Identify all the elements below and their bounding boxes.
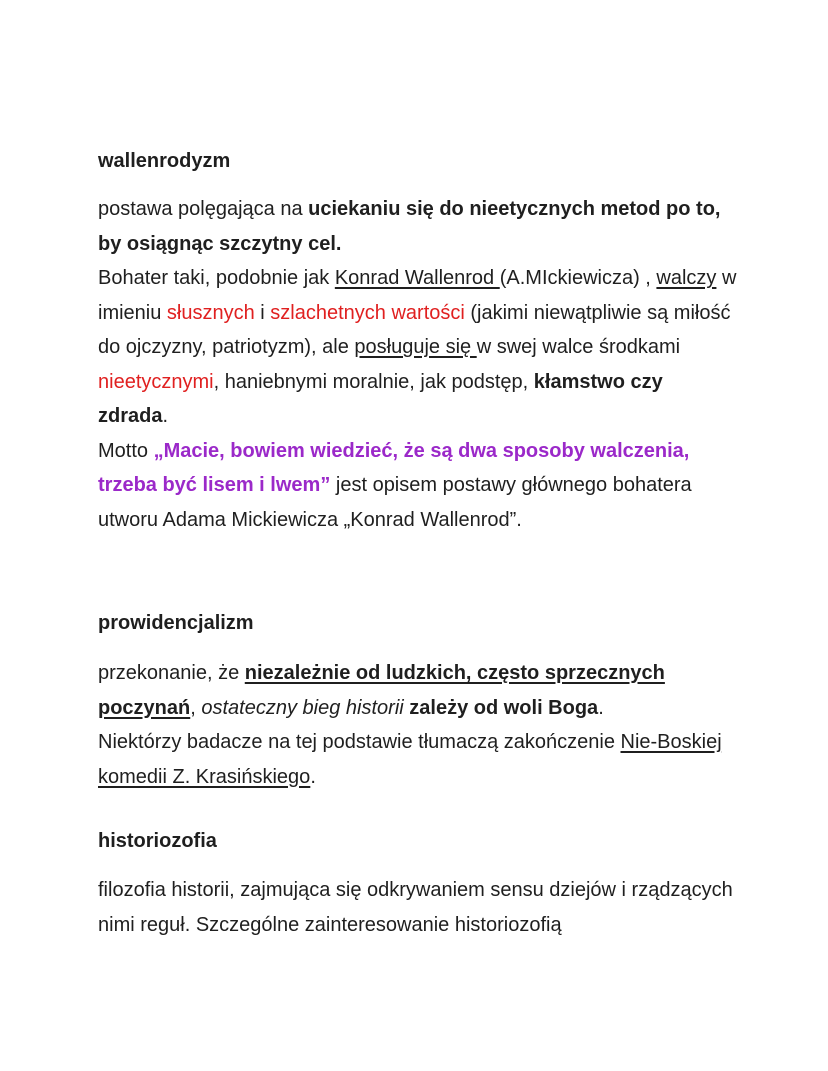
text-span: jest opisem postawy głównego bohatera utworu Adama Mickiewicza „Konrad Wallenrod”. — [98, 474, 692, 531]
text-span: , haniebnymi moralnie, jak podstęp, — [213, 370, 534, 393]
heading-wallenrodyzm: wallenrodyzm — [98, 150, 231, 172]
paragraph-wallenrodyzm — [98, 192, 738, 537]
text-span: postawa polęgająca na — [98, 198, 309, 220]
text-span: Motto — [98, 439, 154, 462]
italic-phrase: ostateczny bieg historii — [201, 696, 404, 719]
paragraph-prowidencjalizm — [98, 656, 738, 794]
paragraph-historiozofia: filozofia historii, zajmująca się odkrywaniem sensu dziejów i rządzących nimi reguł. Szczególne zainteresowanie historiozofią — [98, 879, 733, 936]
bold-klamstwo: kłamstwo czy zdrada — [98, 370, 663, 427]
bold-phrase: zależy od woli Boga — [409, 696, 599, 719]
underlined-posluguje: posługuje się — [354, 336, 477, 358]
text-span: , — [190, 696, 202, 719]
heading-prowidencjalizm: prowidencjalizm — [98, 612, 254, 634]
text-span: w swej walce środkami — [476, 336, 681, 358]
text-span: . — [310, 765, 316, 788]
text-span: przekonanie, że — [98, 662, 245, 684]
red-word-szlachetnych: szlachetnych wartości — [270, 301, 465, 324]
underlined-walczy: walczy — [656, 267, 717, 289]
text-span: Niektórzy badacze na tej podstawie tłumaczą zakończenie — [98, 731, 621, 753]
text-span: Bohater taki, podobnie jak — [98, 267, 335, 289]
text-span: w imieniu — [98, 267, 737, 324]
motto-quote: „Macie, bowiem wiedzieć, że są dwa sposoby walczenia, trzeba być lisem i lwem” — [98, 439, 690, 496]
bold-underlined-phrase: niezależnie od ludzkich, często sprzecznych poczynań — [98, 662, 665, 719]
text-span: (jakimi niewątpliwie są miłość do ojczyzny, patriotyzm), ale — [98, 301, 731, 358]
text-span: i — [254, 301, 271, 324]
text-span: (A.MIckiewicza) , — [499, 267, 651, 289]
underlined-nie-boska-komedia: Nie-Boskiej komedii Z. Krasińskiego — [98, 731, 722, 788]
red-word-slusznych: słusznych — [166, 301, 255, 324]
text-span: . — [162, 405, 169, 427]
bold-definition: uciekaniu się do nieetycznych metod po to, by osiągnąc szczytny cel. — [98, 198, 721, 255]
text-span: . — [598, 696, 604, 719]
red-word-nieetycznymi: nieetycznymi — [98, 370, 214, 393]
underlined-konrad-wallenrod: Konrad Wallenrod — [334, 267, 500, 289]
heading-historiozofia: historiozofia — [98, 830, 217, 852]
